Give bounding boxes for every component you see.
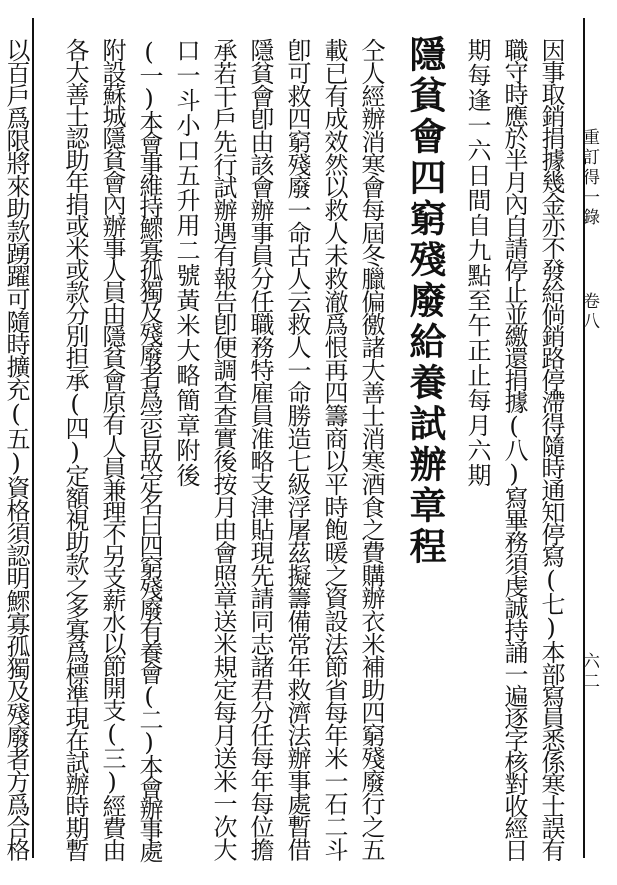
section-title: 隱貧會四窮殘廢給養試辦章程 (403, 35, 447, 568)
text-column: (一)本會事維持鰥寡孤獨及殘廢者爲宗旨故定名曰四窮殘廢有養會(二)本會辦事處 (135, 38, 163, 861)
text-column: 口一斗小口五升用二號黃米大略簡章附後 (172, 38, 200, 488)
text-column: 承若干戶先行試辦遇有報告卽便調查查實後按月由會照章送米規定每月送米一次大 (209, 38, 237, 861)
text-column: 期每逢一六日間自九點至午正止每月六期 (463, 38, 491, 488)
text-column: 隱貧會卽由該會辦事員分任職務特雇員准略支津貼現先請同志諸君分任每年每位擔 (246, 38, 274, 861)
text-column: 因事取銷捐據幾金亦不發給倘銷路停滯得隨時通知停寫(七)本部寫員悉係寒士誤有 (537, 38, 565, 860)
text-column: 卽可救四窮殘廢一命古人云救人一命勝造七級浮屠茲擬籌備常年救濟法辦事處暫借 (283, 38, 311, 861)
text-column: 載已有成效然以救人未救澈爲恨再四籌商以平時飽暖之資設法節省每年米一石二斗 (320, 38, 348, 861)
text-column: 各大善士認助年捐或米或款分別担承(四)定額視助款之多寡爲標準現在試辦時期暫 (61, 38, 89, 860)
text-column: 附設蘇城隱貧會內辦事人員由隱貧會原有人員兼理不另支薪水以節開支(三)經費由 (98, 38, 126, 860)
page-number: 六二 (579, 652, 599, 692)
running-title: 重訂得一錄 (579, 128, 599, 228)
text-column: 職守時應於半月內自請停止並繳還捐據(八)寫畢務須虔誠持誦一遍逐字核對收經日 (500, 38, 528, 860)
text-column: 仝人經辦消寒會每屆冬臘偏徼諸大善士消寒酒食之費購辦衣米補助四窮殘廢行之五 (357, 38, 385, 861)
text-column: 以百戶爲限將來助款踴躍可隨時擴充(五)資格須認明鰥寡孤獨及殘廢者方爲合格 (2, 38, 30, 861)
volume-label: 卷八 (579, 292, 599, 332)
